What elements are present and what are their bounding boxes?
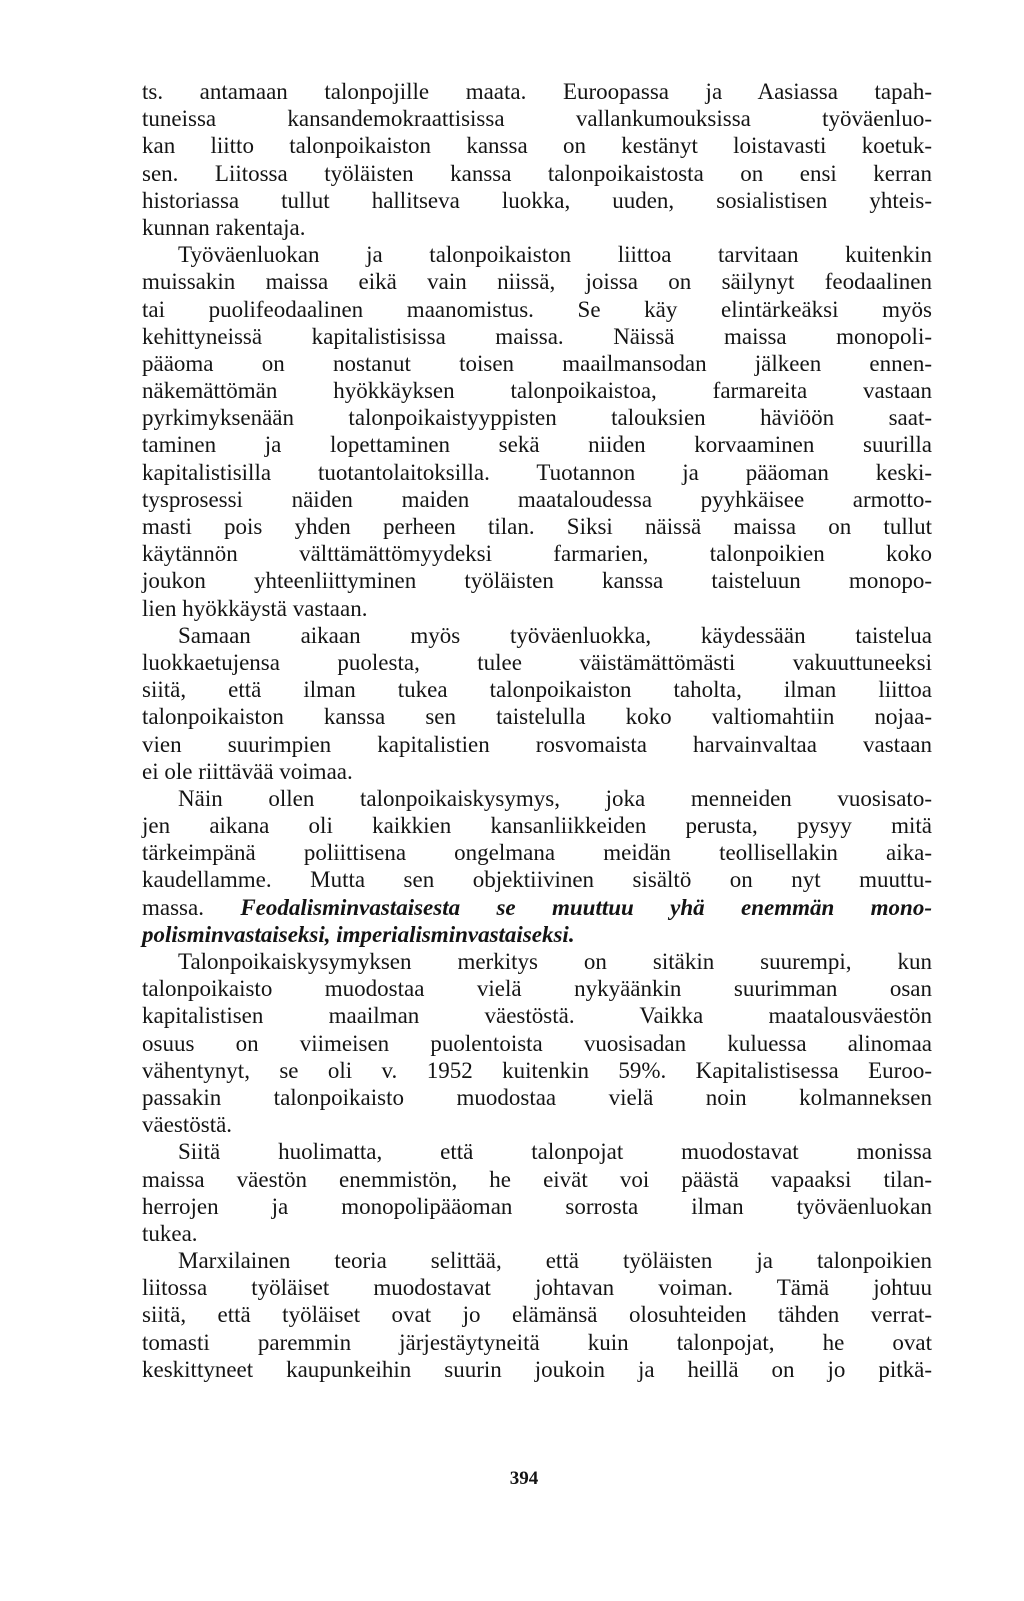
text-line: herrojen ja monopolipääoman sorrosta ilman työväenluokan bbox=[142, 1193, 932, 1219]
text-line: tomasti paremmin järjestäytyneitä kuin talonpojat, he ovat bbox=[142, 1329, 932, 1355]
text-line: Marxilainen teoria selittää, että työläisten ja talonpoikien bbox=[178, 1248, 932, 1274]
text-line: pääoma on nostanut toisen maailmansodan jälkeen ennen- bbox=[142, 350, 932, 376]
text-line: joukon yhteenliittyminen työläisten kanssa taisteluun monopo- bbox=[142, 568, 932, 594]
text-line: muissakin maissa eikä vain niissä, joissa on säilynyt feodaalinen bbox=[142, 269, 932, 295]
text-line: passakin talonpoikaisto muodostaa vielä noin kolmanneksen bbox=[142, 1084, 932, 1110]
text-line: polisminvastaiseksi, imperialisminvastaiseksi. bbox=[142, 921, 575, 947]
text-line: siitä, että ilman tukea talonpoikaiston taholta, ilman liittoa bbox=[142, 677, 932, 703]
page-number: 394 bbox=[509, 1468, 539, 1489]
text-line: jen aikana oli kaikkien kansanliikkeiden perusta, pysyy mitä bbox=[142, 813, 932, 839]
text-line bbox=[142, 894, 932, 921]
text-line: väestöstä. bbox=[142, 1112, 233, 1138]
text-line: osuus on viimeisen puolentoista vuosisadan kuluessa alinomaa bbox=[142, 1030, 932, 1056]
text-line: kaudellamme. Mutta sen objektiivinen sisältö on nyt muuttu- bbox=[142, 867, 932, 893]
text-line: vähentynyt, se oli v. 1952 kuitenkin 59%. Kapitalistisessa Euroo- bbox=[142, 1057, 932, 1083]
text-line: luokkaetujensa puolesta, tulee väistämättömästi vakuuttuneeksi bbox=[142, 649, 932, 675]
text-line: kehittyneissä kapitalistisissa maissa. Näissä maissa monopoli- bbox=[142, 323, 932, 349]
text-line: Työväenluokan ja talonpoikaiston liittoa tarvitaan kuitenkin bbox=[178, 242, 932, 268]
text-line: vien suurimpien kapitalistien rosvomaista harvainvaltaa vastaan bbox=[142, 731, 932, 757]
text-line: Samaan aikaan myös työväenluokka, käydessään taistelua bbox=[178, 622, 932, 648]
text-line: pyrkimyksenään talonpoikaistyyppisten talouksien häviöön saat- bbox=[142, 405, 932, 431]
text-segment-emphasis: Feodalisminvastaisesta se muuttuu yhä enemmän mono- bbox=[240, 894, 932, 920]
text-line: tuneissa kansandemokraattisissa vallankumouksissa työväenluo- bbox=[142, 106, 932, 132]
text-line: kapitalistisilla tuotantolaitoksilla. Tuotannon ja pääoman keski- bbox=[142, 459, 932, 485]
text-segment: massa. bbox=[142, 894, 241, 920]
body-text bbox=[142, 78, 932, 1383]
text-line: käytännön välttämättömyydeksi farmarien, talonpoikien koko bbox=[142, 541, 932, 567]
text-line: lien hyökkäystä vastaan. bbox=[142, 595, 368, 621]
text-line: tukea. bbox=[142, 1220, 198, 1246]
text-line: kan liitto talonpoikaiston kanssa on kestänyt loistavasti koetuk- bbox=[142, 133, 932, 159]
text-line: maissa väestön enemmistön, he eivät voi päästä vapaaksi tilan- bbox=[142, 1166, 932, 1192]
text-line: tärkeimpänä poliittisena ongelmana meidän teollisellakin aika- bbox=[142, 840, 932, 866]
text-line: kunnan rakentaja. bbox=[142, 214, 306, 240]
text-line: tysprosessi näiden maiden maataloudessa pyyhkäisee armotto- bbox=[142, 486, 932, 512]
text-line: Näin ollen talonpoikaiskysymys, joka menneiden vuosisato- bbox=[178, 785, 932, 811]
text-line: ei ole riittävää voimaa. bbox=[142, 758, 353, 784]
text-line: kapitalistisen maailman väestöstä. Vaikka maatalousväestön bbox=[142, 1003, 932, 1029]
text-line: talonpoikaiston kanssa sen taistelulla koko valtiomahtiin nojaa- bbox=[142, 704, 932, 730]
text-line: sen. Liitossa työläisten kanssa talonpoikaistosta on ensi kerran bbox=[142, 160, 932, 186]
text-line: masti pois yhden perheen tilan. Siksi näissä maissa on tullut bbox=[142, 514, 932, 539]
text-line: historiassa tullut hallitseva luokka, uuden, sosialistisen yhteis- bbox=[142, 187, 932, 213]
text-line: siitä, että työläiset ovat jo elämänsä olosuhteiden tähden verrat- bbox=[142, 1302, 932, 1328]
text-line: ts. antamaan talonpojille maata. Euroopassa ja Aasiassa tapah- bbox=[142, 79, 932, 104]
text-line: Siitä huolimatta, että talonpojat muodostavat monissa bbox=[178, 1139, 932, 1165]
text-line: talonpoikaisto muodostaa vielä nykyäänkin suurimman osan bbox=[142, 976, 932, 1002]
text-line: keskittyneet kaupunkeihin suurin joukoin ja heillä on jo pitkä- bbox=[142, 1356, 932, 1382]
text-line: Talonpoikaiskysymyksen merkitys on sitäkin suurempi, kun bbox=[178, 949, 932, 974]
text-line: liitossa työläiset muodostavat johtavan voiman. Tämä johtuu bbox=[142, 1275, 932, 1301]
text-line: taminen ja lopettaminen sekä niiden korvaaminen suurilla bbox=[142, 432, 932, 458]
text-line: näkemättömän hyökkäyksen talonpoikaistoa, farmareita vastaan bbox=[142, 378, 932, 404]
text-line: tai puolifeodaalinen maanomistus. Se käy elintärkeäksi myös bbox=[142, 296, 932, 322]
